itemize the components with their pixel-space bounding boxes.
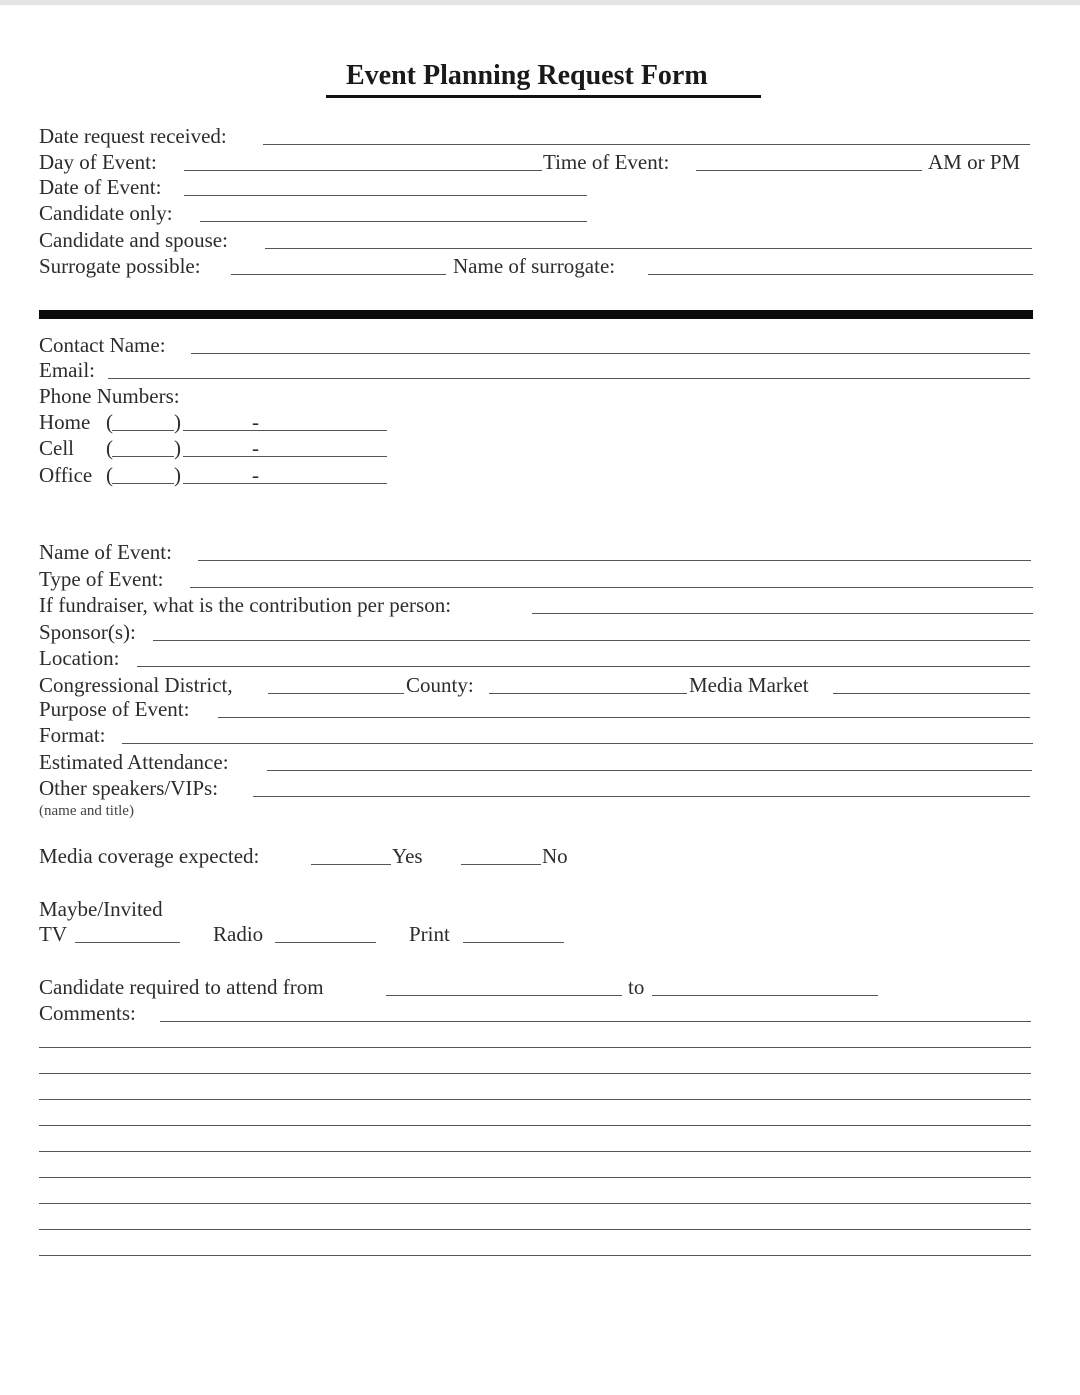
name-and-title-note: (name and title): [39, 803, 134, 819]
name-of-event-field[interactable]: [198, 560, 1031, 561]
comments-line[interactable]: [39, 1125, 1031, 1126]
county-field[interactable]: [489, 693, 687, 694]
date-of-event-label: Date of Event:: [39, 175, 162, 199]
home-area-code-field[interactable]: [112, 430, 174, 431]
sponsors-field[interactable]: [153, 640, 1030, 641]
comments-line[interactable]: [39, 1151, 1031, 1152]
type-of-event-label: Type of Event:: [39, 567, 164, 591]
day-of-event-field[interactable]: [184, 170, 542, 171]
candidate-only-label: Candidate only:: [39, 201, 173, 225]
sponsors-label: Sponsor(s):: [39, 620, 136, 644]
comments-line[interactable]: [39, 1047, 1031, 1048]
comments-line[interactable]: [39, 1229, 1031, 1230]
media-no-label: No: [542, 844, 568, 868]
radio-label: Radio: [213, 922, 264, 946]
phone-numbers-label: Phone Numbers:: [39, 384, 180, 408]
day-of-event-label: Day of Event:: [39, 150, 157, 174]
name-of-event-label: Name of Event:: [39, 540, 172, 564]
comments-line[interactable]: [39, 1203, 1031, 1204]
cell-paren-close: ): [174, 436, 181, 460]
candidate-only-field[interactable]: [200, 221, 587, 222]
candidate-spouse-field[interactable]: [265, 248, 1032, 249]
attend-from-field[interactable]: [386, 995, 622, 996]
format-field[interactable]: [122, 743, 1033, 744]
cell-dash: -: [252, 436, 259, 460]
comments-line[interactable]: [39, 1073, 1031, 1074]
office-paren-open: (: [106, 463, 113, 487]
cell-number-field[interactable]: [183, 456, 387, 457]
purpose-label: Purpose of Event:: [39, 697, 190, 721]
home-paren-close: ): [174, 410, 181, 434]
office-dash: -: [252, 463, 259, 487]
email-label: Email:: [39, 358, 95, 382]
attend-from-label: Candidate required to attend from: [39, 975, 324, 999]
office-label: Office: [39, 463, 93, 487]
home-number-field[interactable]: [183, 430, 387, 431]
print-label: Print: [409, 922, 450, 946]
fundraiser-field[interactable]: [532, 613, 1033, 614]
media-yes-label: Yes: [392, 844, 423, 868]
section-divider: [39, 310, 1033, 319]
other-speakers-field[interactable]: [253, 796, 1030, 797]
time-of-event-field[interactable]: [696, 170, 922, 171]
maybe-invited-label: Maybe/Invited: [39, 897, 163, 921]
office-paren-close: ): [174, 463, 181, 487]
title-underline: [326, 95, 761, 98]
radio-field[interactable]: [275, 942, 376, 943]
am-pm-label: AM or PM: [928, 150, 1021, 174]
form-title: Event Planning Request Form: [346, 60, 708, 91]
comments-line[interactable]: [39, 1255, 1031, 1256]
congressional-district-label: Congressional District,: [39, 673, 233, 697]
other-speakers-label: Other speakers/VIPs:: [39, 776, 219, 800]
home-paren-open: (: [106, 410, 113, 434]
page-top-bar: [0, 0, 1080, 5]
congressional-district-field[interactable]: [268, 693, 404, 694]
home-label: Home: [39, 410, 91, 434]
contact-name-label: Contact Name:: [39, 333, 166, 357]
media-coverage-label: Media coverage expected:: [39, 844, 260, 868]
purpose-field[interactable]: [218, 717, 1030, 718]
surrogate-possible-label: Surrogate possible:: [39, 254, 201, 278]
name-of-surrogate-label: Name of surrogate:: [453, 254, 616, 278]
cell-label: Cell: [39, 436, 74, 460]
print-field[interactable]: [463, 942, 564, 943]
name-of-surrogate-field[interactable]: [648, 274, 1033, 275]
media-yes-field[interactable]: [311, 864, 391, 865]
date-of-event-field[interactable]: [184, 195, 587, 196]
candidate-spouse-label: Candidate and spouse:: [39, 228, 228, 252]
cell-paren-open: (: [106, 436, 113, 460]
home-dash: -: [252, 410, 259, 434]
media-market-label: Media Market: [689, 673, 809, 697]
media-market-field[interactable]: [833, 693, 1030, 694]
office-number-field[interactable]: [183, 483, 387, 484]
media-no-field[interactable]: [461, 864, 541, 865]
format-label: Format:: [39, 723, 106, 747]
location-label: Location:: [39, 646, 120, 670]
fundraiser-label: If fundraiser, what is the contribution per person:: [39, 593, 452, 617]
tv-label: TV: [39, 922, 67, 946]
office-area-code-field[interactable]: [112, 483, 174, 484]
estimated-attendance-field[interactable]: [267, 770, 1032, 771]
estimated-attendance-label: Estimated Attendance:: [39, 750, 229, 774]
date-received-label: Date request received:: [39, 124, 227, 148]
comments-label: Comments:: [39, 1001, 136, 1025]
contact-name-field[interactable]: [191, 353, 1030, 354]
comments-field[interactable]: [160, 1021, 1031, 1022]
tv-field[interactable]: [75, 942, 180, 943]
type-of-event-field[interactable]: [190, 587, 1033, 588]
cell-area-code-field[interactable]: [112, 456, 174, 457]
surrogate-possible-field[interactable]: [231, 274, 446, 275]
date-received-field[interactable]: [263, 144, 1030, 145]
comments-line[interactable]: [39, 1177, 1031, 1178]
time-of-event-label: Time of Event:: [543, 150, 670, 174]
email-field[interactable]: [108, 378, 1030, 379]
location-field[interactable]: [137, 666, 1030, 667]
attend-to-label: to: [628, 975, 645, 999]
comments-line[interactable]: [39, 1099, 1031, 1100]
county-label: County:: [406, 673, 474, 697]
attend-to-field[interactable]: [652, 995, 878, 996]
